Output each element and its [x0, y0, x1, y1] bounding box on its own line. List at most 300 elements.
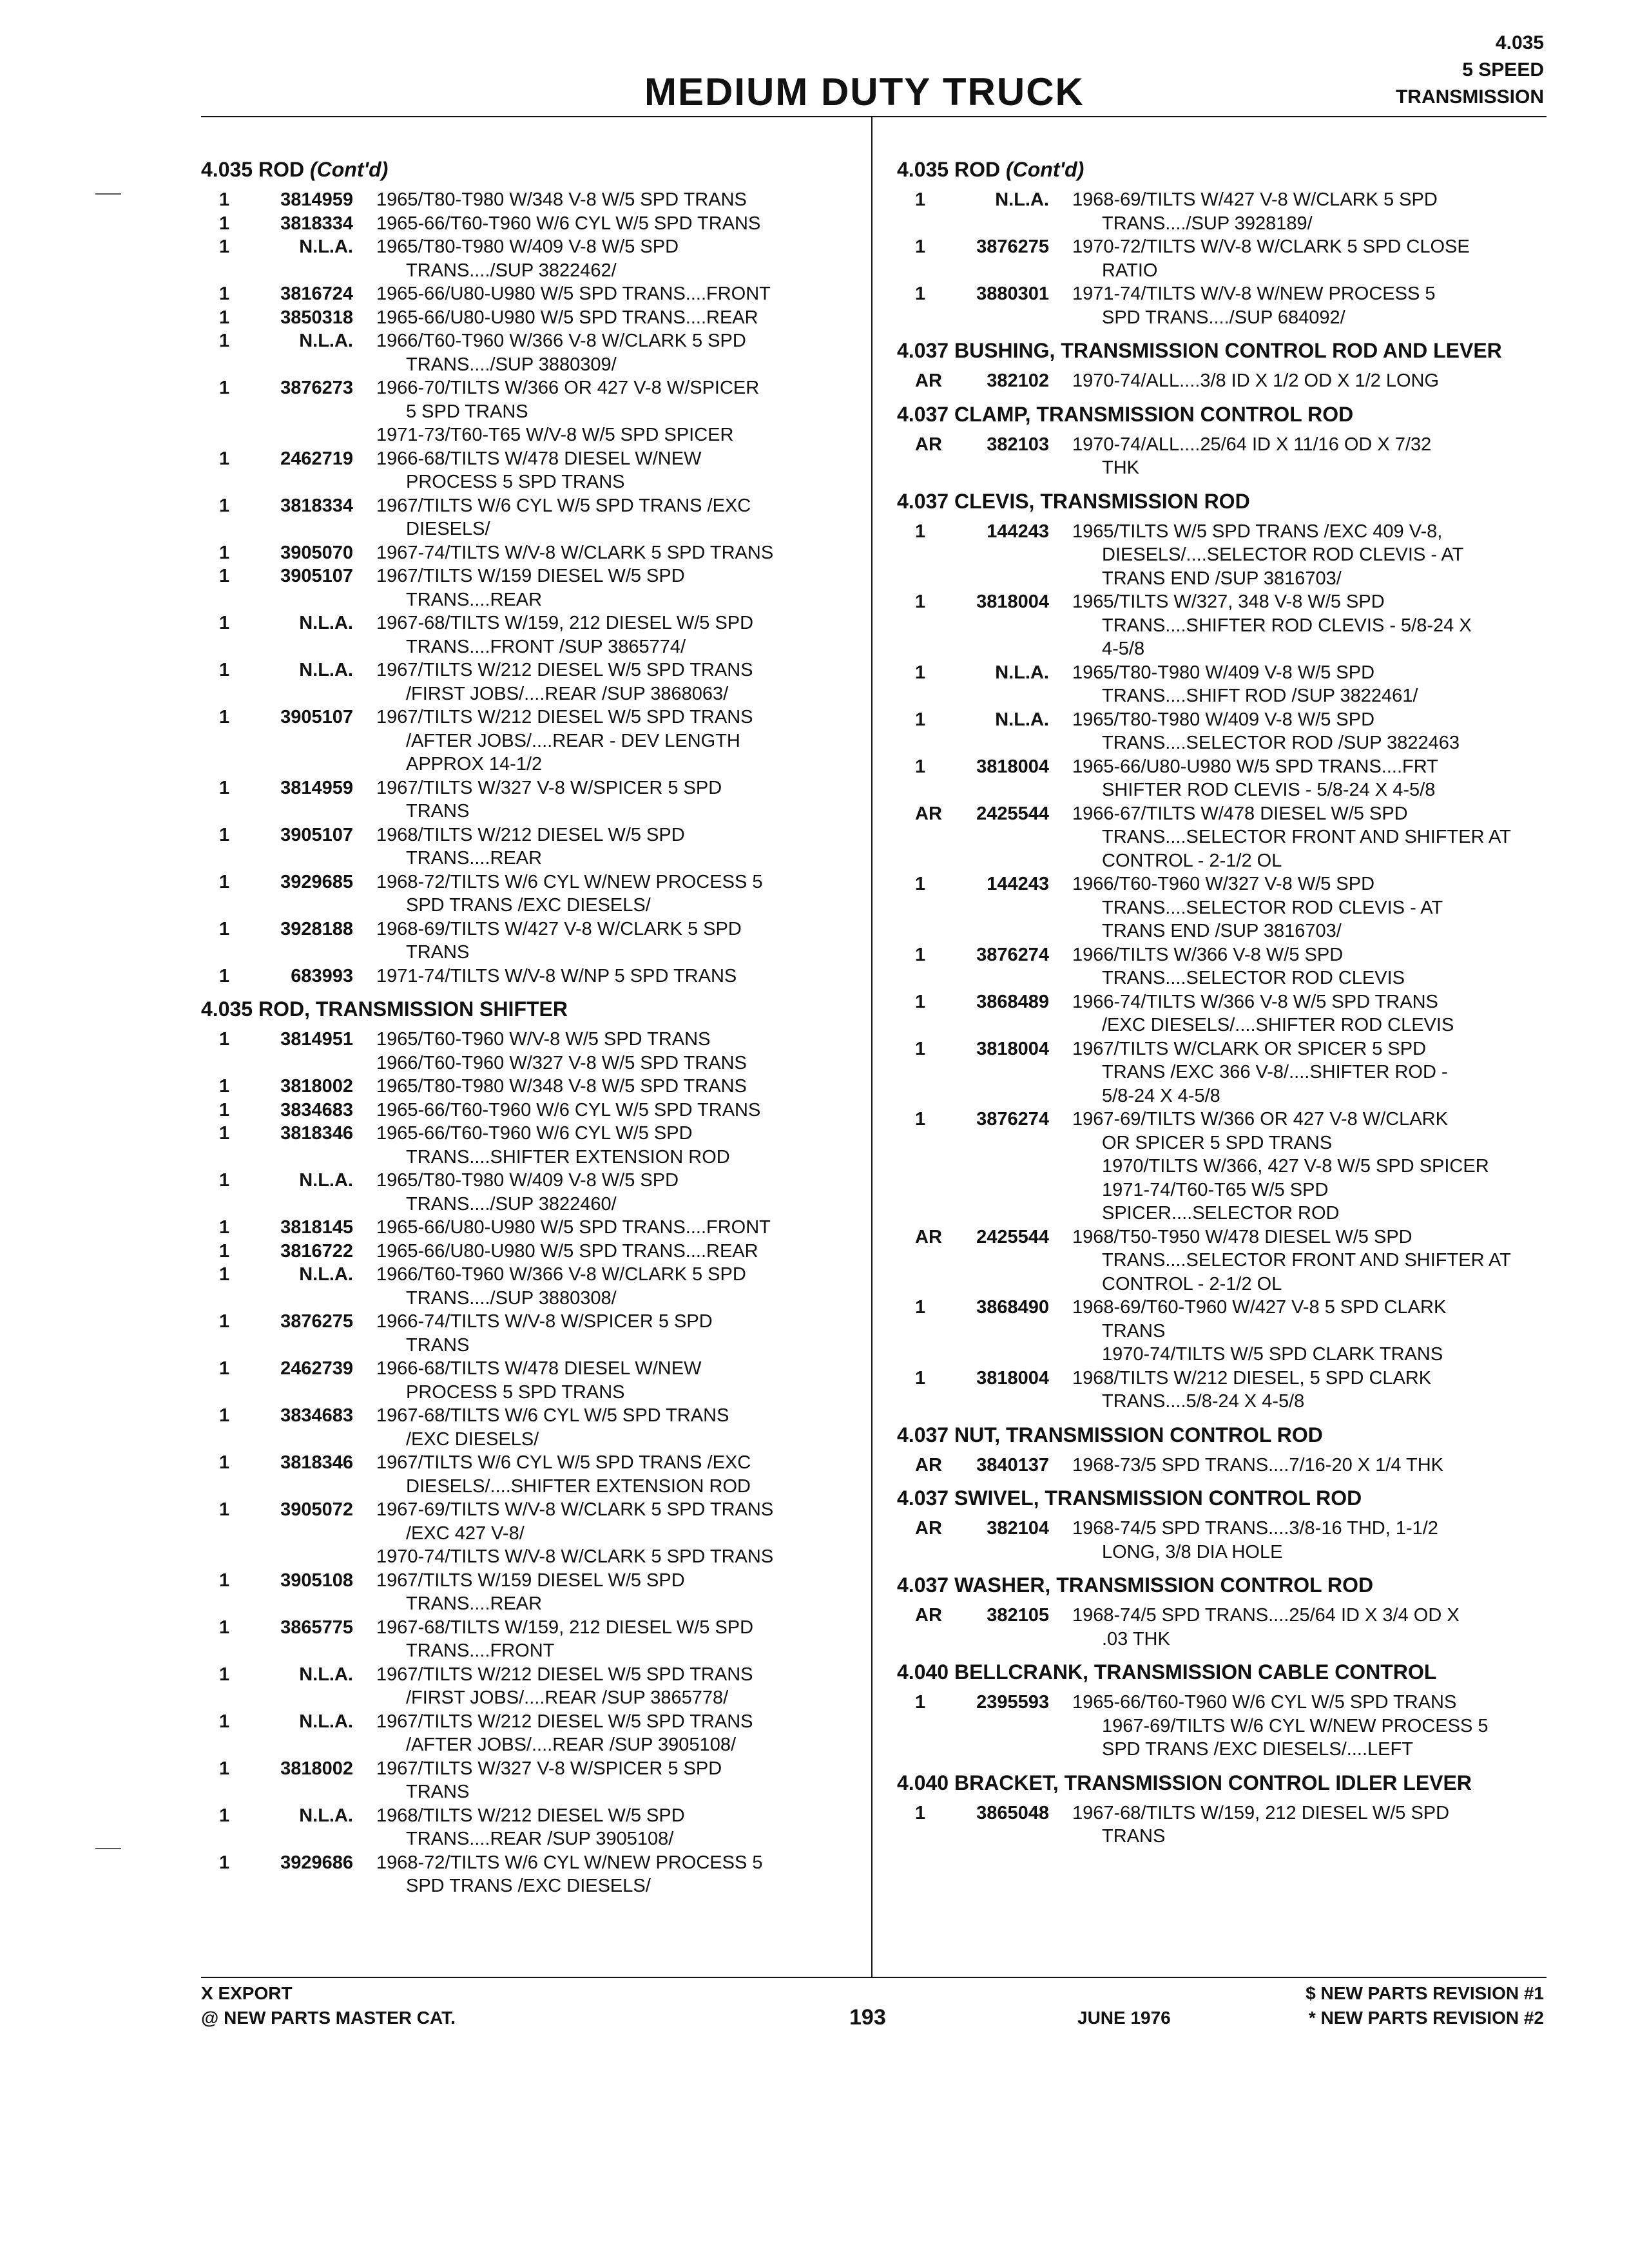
- quantity: 1: [219, 660, 230, 680]
- part-number: 3876273: [280, 378, 353, 398]
- description-line: .03 THK: [1102, 1628, 1170, 1649]
- quantity: 1: [219, 1570, 230, 1591]
- part-number: 3834683: [280, 1099, 353, 1120]
- description: [1072, 433, 1548, 480]
- description: [376, 1804, 858, 1851]
- parts-row: [897, 433, 1548, 480]
- part-number: 3905107: [280, 566, 353, 586]
- quantity: AR: [915, 1454, 942, 1475]
- description-line: 1965/TILTS W/327, 348 V-8 W/5 SPD: [1072, 591, 1385, 612]
- parts-row: [201, 1357, 858, 1404]
- parts-row: [897, 1367, 1548, 1414]
- description-line: 1965-66/T60-T960 W/6 CYL W/5 SPD TRANS: [376, 1099, 761, 1120]
- description: [376, 494, 858, 541]
- part-number: 3818002: [280, 1076, 353, 1097]
- parts-row: [201, 1851, 858, 1898]
- quantity: 1: [915, 1038, 926, 1059]
- description-line: TRANS....REAR /SUP 3905108/: [406, 1829, 674, 1849]
- part-number: 382105: [987, 1605, 1049, 1626]
- parts-row: [897, 1108, 1548, 1225]
- quantity: 1: [219, 1099, 230, 1120]
- description: [376, 965, 858, 988]
- quantity: 1: [219, 1076, 230, 1097]
- column-divider: [871, 116, 872, 1978]
- parts-row: [201, 870, 858, 918]
- part-number: 3818145: [280, 1217, 353, 1238]
- quantity: 1: [219, 707, 230, 727]
- quantity: AR: [915, 803, 942, 824]
- description-line: TRANS: [406, 942, 470, 963]
- description: [376, 1757, 858, 1804]
- description-line: RATIO: [1102, 260, 1158, 281]
- quantity: 1: [915, 1692, 926, 1713]
- quantity: AR: [915, 434, 942, 455]
- description-line: TRANS END /SUP 3816703/: [1102, 921, 1342, 941]
- description-line: TRANS..../SUP 3822460/: [406, 1193, 617, 1215]
- description-line: 1971-73/T60-T65 W/V-8 W/5 SPD SPICER: [376, 425, 734, 445]
- part-number: 3928188: [280, 918, 353, 939]
- parts-row: [897, 1296, 1548, 1367]
- left-column: [201, 157, 858, 1898]
- description: [376, 1028, 858, 1075]
- parts-row: [201, 1263, 858, 1310]
- parts-row: [897, 1691, 1548, 1762]
- parts-row: [201, 1240, 858, 1264]
- quantity: 1: [915, 991, 926, 1012]
- description: [376, 1357, 858, 1404]
- parts-row: [201, 918, 858, 965]
- description: [376, 1122, 858, 1169]
- description-line: 1970-72/TILTS W/V-8 W/CLARK 5 SPD CLOSE: [1072, 236, 1470, 257]
- section-heading-text: 4.037 CLAMP, TRANSMISSION CONTROL ROD: [897, 402, 1354, 426]
- quantity: 1: [219, 1711, 230, 1732]
- description-line: CONTROL - 2-1/2 OL: [1102, 1273, 1282, 1294]
- description-line: 1968/T50-T950 W/478 DIESEL W/5 SPD: [1072, 1226, 1412, 1247]
- description: [1072, 1802, 1548, 1849]
- description-line: TRANS....SELECTOR FRONT AND SHIFTER AT: [1102, 1250, 1511, 1271]
- parts-row: [201, 1569, 858, 1616]
- parts-row: [201, 776, 858, 823]
- description-line: LONG, 3/8 DIA HOLE: [1102, 1541, 1283, 1562]
- parts-section: [897, 1564, 1548, 1651]
- description-line: 1970-74/ALL....25/64 ID X 11/16 OD X 7/32: [1072, 434, 1432, 455]
- description: [1072, 708, 1548, 755]
- parts-row: [201, 1451, 858, 1498]
- description: [1072, 282, 1548, 329]
- description: [1072, 1296, 1548, 1367]
- parts-row: [201, 1028, 858, 1075]
- part-number: N.L.A.: [299, 331, 353, 351]
- quantity: AR: [915, 1226, 942, 1247]
- description: [376, 1498, 858, 1569]
- parts-row: [201, 1310, 858, 1357]
- description: [1072, 235, 1548, 282]
- description-line: CONTROL - 2-1/2 OL: [1102, 850, 1282, 871]
- header-rule: [201, 116, 1547, 117]
- section-heading: [897, 1414, 1548, 1454]
- parts-row: [897, 990, 1548, 1037]
- parts-section: [897, 480, 1548, 1414]
- description: [376, 611, 858, 658]
- description: [376, 1710, 858, 1757]
- parts-row: [897, 755, 1548, 802]
- description-line: /AFTER JOBS/....REAR /SUP 3905108/: [406, 1735, 737, 1755]
- part-number: 3850318: [280, 307, 353, 328]
- section-heading: [897, 1564, 1548, 1604]
- description-line: TRANS....FRONT /SUP 3865774/: [406, 636, 686, 657]
- description-line: 1968-72/TILTS W/6 CYL W/NEW PROCESS 5: [376, 1852, 763, 1873]
- description: [376, 1263, 858, 1310]
- quantity: 1: [915, 756, 926, 777]
- description: [376, 1851, 858, 1898]
- description-line: 1967-69/TILTS W/V-8 W/CLARK 5 SPD TRANS: [376, 1499, 774, 1520]
- parts-row: [201, 188, 858, 212]
- part-number: 3876274: [976, 944, 1049, 965]
- description-line: TRANS....SHIFT ROD /SUP 3822461/: [1102, 686, 1418, 706]
- footer-revision-2: * NEW PARTS REVISION #2: [1308, 2008, 1544, 2028]
- description: [1072, 1108, 1548, 1225]
- description-line: 1970-74/ALL....3/8 ID X 1/2 OD X 1/2 LONG: [1072, 370, 1440, 391]
- description-line: /EXC DIESELS/: [406, 1428, 539, 1450]
- description-line: 1965-66/U80-U980 W/5 SPD TRANS....FRONT: [376, 1217, 771, 1238]
- part-number: 382104: [987, 1518, 1049, 1539]
- description-line: 1967/TILTS W/327 V-8 W/SPICER 5 SPD: [376, 777, 722, 798]
- quantity: 1: [915, 1109, 926, 1129]
- description-line: 1967/TILTS W/159 DIESEL W/5 SPD: [376, 1570, 685, 1591]
- description-line: /AFTER JOBS/....REAR - DEV LENGTH: [406, 730, 740, 751]
- part-number: 3814959: [280, 777, 353, 798]
- description: [376, 1216, 858, 1240]
- part-number: 3818002: [280, 1758, 353, 1779]
- description: [376, 706, 858, 776]
- description-line: TRANS /EXC 366 V-8/....SHIFTER ROD -: [1102, 1062, 1448, 1082]
- parts-row: [201, 235, 858, 282]
- description: [376, 1240, 858, 1264]
- description: [1072, 872, 1548, 943]
- description-line: 1965/T60-T960 W/V-8 W/5 SPD TRANS: [376, 1029, 711, 1050]
- description: [1072, 943, 1548, 990]
- description-line: 1971-74/T60-T65 W/5 SPD: [1102, 1179, 1329, 1200]
- description-line: 1966/T60-T960 W/327 V-8 W/5 SPD TRANS: [376, 1052, 747, 1073]
- description: [376, 1569, 858, 1616]
- quantity: 1: [219, 1499, 230, 1520]
- parts-row: [897, 1604, 1548, 1651]
- description-line: 1967/TILTS W/212 DIESEL W/5 SPD TRANS: [376, 1664, 753, 1685]
- part-number: N.L.A.: [299, 236, 353, 257]
- footer-master-note: @ NEW PARTS MASTER CAT.: [201, 2008, 456, 2028]
- parts-row: [201, 1663, 858, 1710]
- description-line: 1968-73/5 SPD TRANS....7/16-20 X 1/4 THK: [1072, 1454, 1444, 1475]
- description: [376, 282, 858, 306]
- quantity: 1: [219, 566, 230, 586]
- part-number: 3876274: [976, 1109, 1049, 1129]
- quantity: 1: [219, 236, 230, 257]
- description-line: DIESELS/....SELECTOR ROD CLEVIS - AT: [1102, 544, 1464, 565]
- part-number: 2462719: [280, 448, 353, 469]
- description: [376, 776, 858, 823]
- parts-row: [201, 965, 858, 988]
- quantity: 1: [219, 189, 230, 210]
- parts-row: [201, 329, 858, 376]
- section-heading: [201, 988, 858, 1028]
- description-line: TRANS....SELECTOR FRONT AND SHIFTER AT: [1102, 827, 1511, 847]
- parts-row: [201, 1804, 858, 1851]
- description-line: DIESELS/: [406, 519, 490, 539]
- part-number: 3818334: [280, 495, 353, 516]
- part-number: N.L.A.: [995, 709, 1049, 730]
- description-line: 1965/T80-T980 W/409 V-8 W/5 SPD: [376, 236, 679, 257]
- description-line: 1966/TILTS W/366 V-8 W/5 SPD: [1072, 944, 1344, 965]
- description-line: PROCESS 5 SPD TRANS: [406, 1381, 625, 1403]
- parts-row: [201, 376, 858, 447]
- part-number: 3905072: [280, 1499, 353, 1520]
- description-line: TRANS..../SUP 3880308/: [406, 1287, 617, 1309]
- quantity: 1: [219, 1617, 230, 1638]
- section-heading: [897, 393, 1548, 433]
- description: [376, 564, 858, 611]
- quantity: AR: [915, 1518, 942, 1539]
- part-number: 3818346: [280, 1452, 353, 1473]
- part-number: 3840137: [976, 1454, 1049, 1475]
- description: [1072, 188, 1548, 235]
- parts-row: [897, 1037, 1548, 1108]
- description: [376, 376, 858, 447]
- parts-row: [201, 823, 858, 870]
- parts-section: [897, 393, 1548, 480]
- part-number: 3905107: [280, 707, 353, 727]
- description-line: 1968-69/TILTS W/427 V-8 W/CLARK 5 SPD: [376, 918, 742, 939]
- description-line: 1967-68/TILTS W/159, 212 DIESEL W/5 SPD: [1072, 1802, 1450, 1823]
- part-number: N.L.A.: [995, 662, 1049, 683]
- description-line: 1966-70/TILTS W/366 OR 427 V-8 W/SPICER: [376, 378, 760, 398]
- quantity: 1: [219, 1123, 230, 1144]
- part-number: 3816722: [280, 1240, 353, 1262]
- parts-row: [201, 1710, 858, 1757]
- part-number: 3868490: [976, 1297, 1049, 1318]
- description-line: TRANS..../SUP 3822462/: [406, 260, 617, 281]
- quantity: 1: [219, 1240, 230, 1262]
- parts-row: [897, 590, 1548, 661]
- quantity: 1: [219, 1805, 230, 1826]
- description-line: 1965/T80-T980 W/409 V-8 W/5 SPD: [1072, 662, 1375, 683]
- description-line: 1965-66/T60-T960 W/6 CYL W/5 SPD TRANS: [376, 213, 761, 234]
- description-line: 1965-66/U80-U980 W/5 SPD TRANS....FRONT: [376, 284, 771, 304]
- parts-row: [201, 494, 858, 541]
- description-line: /FIRST JOBS/....REAR /SUP 3868063/: [406, 683, 729, 704]
- parts-row: [201, 306, 858, 330]
- description-line: 1967/TILTS W/6 CYL W/5 SPD TRANS /EXC: [376, 495, 751, 516]
- parts-row: [201, 1757, 858, 1804]
- quantity: 1: [219, 918, 230, 939]
- part-number: 3816724: [280, 284, 353, 304]
- parts-section: [897, 157, 1548, 329]
- right-column: [897, 157, 1548, 1849]
- description-line: TRANS: [406, 1334, 470, 1356]
- description-line: 1971-74/TILTS W/V-8 W/NP 5 SPD TRANS: [376, 965, 737, 986]
- description: [1072, 1037, 1548, 1108]
- quantity: 1: [915, 236, 926, 257]
- quantity: 1: [915, 874, 926, 894]
- description-line: 1968/TILTS W/212 DIESEL W/5 SPD: [376, 824, 685, 845]
- description: [376, 1451, 858, 1498]
- description-line: TRANS....5/8-24 X 4-5/8: [1102, 1391, 1305, 1412]
- description-line: TRANS END /SUP 3816703/: [1102, 568, 1342, 589]
- description-line: /FIRST JOBS/....REAR /SUP 3865778/: [406, 1687, 729, 1708]
- quantity: 1: [219, 1217, 230, 1238]
- description-line: 1965-66/T60-T960 W/6 CYL W/5 SPD: [376, 1123, 693, 1144]
- description-line: TRANS: [1102, 1320, 1166, 1341]
- description-line: 1967-74/TILTS W/V-8 W/CLARK 5 SPD TRANS: [376, 542, 774, 563]
- continued-label: (Cont'd): [1005, 158, 1084, 181]
- description: [376, 823, 858, 870]
- description: [376, 329, 858, 376]
- quantity: 1: [219, 495, 230, 516]
- description-line: 1967/TILTS W/212 DIESEL W/5 SPD TRANS: [376, 1711, 753, 1732]
- description: [1072, 990, 1548, 1037]
- description-line: 1967/TILTS W/CLARK OR SPICER 5 SPD: [1072, 1038, 1427, 1059]
- description-line: 5 SPD TRANS: [406, 401, 528, 422]
- description-line: 1968/TILTS W/212 DIESEL W/5 SPD: [376, 1805, 685, 1826]
- description-line: 1968-74/5 SPD TRANS....3/8-16 THD, 1-1/2: [1072, 1518, 1438, 1539]
- quantity: 1: [915, 521, 926, 542]
- description-line: 1966-68/TILTS W/478 DIESEL W/NEW: [376, 448, 702, 469]
- description-line: 1965-66/U80-U980 W/5 SPD TRANS....REAR: [376, 1240, 758, 1262]
- section-heading-text: 4.035 ROD: [897, 158, 1001, 181]
- continued-label: (Cont'd): [309, 158, 389, 181]
- parts-row: [201, 1498, 858, 1569]
- quantity: 1: [219, 1452, 230, 1473]
- parts-row: [201, 706, 858, 776]
- description-line: SPD TRANS /EXC DIESELS/: [406, 1876, 651, 1896]
- description-line: SHIFTER ROD CLEVIS - 5/8-24 X 4-5/8: [1102, 780, 1436, 800]
- description-line: 1966/T60-T960 W/366 V-8 W/CLARK 5 SPD: [376, 331, 746, 351]
- description-line: TRANS..../SUP 3880309/: [406, 354, 617, 375]
- section-heading-text: 4.040 BELLCRANK, TRANSMISSION CABLE CONTROL: [897, 1660, 1437, 1684]
- part-number: 3865775: [280, 1617, 353, 1638]
- parts-section: [897, 1414, 1548, 1477]
- quantity: 1: [219, 1405, 230, 1426]
- quantity: 1: [219, 1029, 230, 1050]
- margin-mark: [95, 1848, 121, 1849]
- description: [1072, 661, 1548, 708]
- quantity: 1: [219, 1852, 230, 1873]
- description-line: PROCESS 5 SPD TRANS: [406, 472, 625, 492]
- description: [376, 918, 858, 965]
- description-line: /EXC DIESELS/....SHIFTER ROD CLEVIS: [1102, 1015, 1454, 1035]
- quantity: 1: [915, 944, 926, 965]
- part-number: 3814951: [280, 1029, 353, 1050]
- part-number: 3818004: [976, 1367, 1049, 1389]
- parts-row: [897, 1225, 1548, 1296]
- description: [1072, 1367, 1548, 1414]
- description-line: TRANS: [406, 1782, 470, 1802]
- description-line: SPD TRANS /EXC DIESELS/: [406, 895, 651, 916]
- part-number: 3905070: [280, 542, 353, 563]
- part-number: 3834683: [280, 1405, 353, 1426]
- part-number: N.L.A.: [299, 660, 353, 680]
- description: [1072, 520, 1548, 591]
- description: [376, 870, 858, 918]
- quantity: 1: [219, 378, 230, 398]
- quantity: 1: [219, 307, 230, 328]
- part-number: 3868489: [976, 991, 1049, 1012]
- section-number: 4.035: [1495, 32, 1544, 53]
- parts-row: [897, 1454, 1548, 1477]
- part-number: 3818004: [976, 591, 1049, 612]
- part-number: 3880301: [976, 284, 1049, 304]
- quantity: 1: [219, 824, 230, 845]
- parts-row: [897, 661, 1548, 708]
- parts-section: [897, 329, 1548, 393]
- quantity: 1: [915, 1367, 926, 1389]
- part-number: N.L.A.: [299, 1264, 353, 1285]
- part-number: 3818004: [976, 1038, 1049, 1059]
- part-number: 3876275: [976, 236, 1049, 257]
- quantity: 1: [219, 542, 230, 563]
- description-line: TRANS....REAR: [406, 1593, 543, 1614]
- description-line: 1967-69/TILTS W/366 OR 427 V-8 W/CLARK: [1072, 1109, 1448, 1129]
- part-number: N.L.A.: [299, 613, 353, 633]
- part-number: 3818334: [280, 213, 353, 234]
- description-line: TRANS....SELECTOR ROD CLEVIS - AT: [1102, 897, 1443, 918]
- parts-row: [201, 1404, 858, 1451]
- parts-row: [201, 212, 858, 236]
- quantity: 1: [915, 1802, 926, 1823]
- description-line: APPROX 14-1/2: [406, 754, 543, 774]
- description-line: TRANS....SELECTOR ROD /SUP 3822463: [1102, 733, 1460, 753]
- part-number: N.L.A.: [995, 189, 1049, 210]
- description-line: 1968/TILTS W/212 DIESEL, 5 SPD CLARK: [1072, 1367, 1432, 1389]
- parts-row: [897, 1802, 1548, 1849]
- description-line: 1965/T80-T980 W/348 V-8 W/5 SPD TRANS: [376, 189, 747, 210]
- section-heading: [897, 157, 1548, 188]
- description: [1072, 590, 1548, 661]
- footer-revision-1: $ NEW PARTS REVISION #1: [1306, 1983, 1544, 2003]
- description: [376, 1099, 858, 1122]
- part-number: 2462739: [280, 1358, 353, 1379]
- parts-row: [201, 1216, 858, 1240]
- quantity: 1: [915, 1297, 926, 1318]
- quantity: 1: [219, 1758, 230, 1779]
- part-number: 382102: [987, 370, 1049, 391]
- description-line: 1966-67/TILTS W/478 DIESEL W/5 SPD: [1072, 803, 1408, 824]
- quantity: AR: [915, 1605, 942, 1626]
- footer-export-note: X EXPORT: [201, 1983, 293, 2003]
- description: [376, 306, 858, 330]
- description: [1072, 1225, 1548, 1296]
- parts-row: [201, 1169, 858, 1216]
- section-heading: [897, 1762, 1548, 1802]
- part-number: 3818004: [976, 756, 1049, 777]
- section-heading-text: 4.037 WASHER, TRANSMISSION CONTROL ROD: [897, 1573, 1374, 1597]
- parts-row: [201, 447, 858, 494]
- description-line: 1966-74/TILTS W/V-8 W/SPICER 5 SPD: [376, 1311, 713, 1332]
- description: [1072, 755, 1548, 802]
- description-line: 1967-68/TILTS W/6 CYL W/5 SPD TRANS: [376, 1405, 729, 1426]
- quantity: 1: [915, 709, 926, 730]
- description: [376, 541, 858, 565]
- description: [1072, 1454, 1548, 1477]
- part-number: N.L.A.: [299, 1711, 353, 1732]
- description: [1072, 802, 1548, 873]
- footer-rule: [201, 1977, 1547, 1978]
- description: [376, 1169, 858, 1216]
- description: [376, 188, 858, 212]
- part-number: 2425544: [976, 803, 1049, 824]
- parts-row: [201, 611, 858, 658]
- description-line: 1965/T80-T980 W/348 V-8 W/5 SPD TRANS: [376, 1076, 747, 1097]
- description: [376, 1075, 858, 1099]
